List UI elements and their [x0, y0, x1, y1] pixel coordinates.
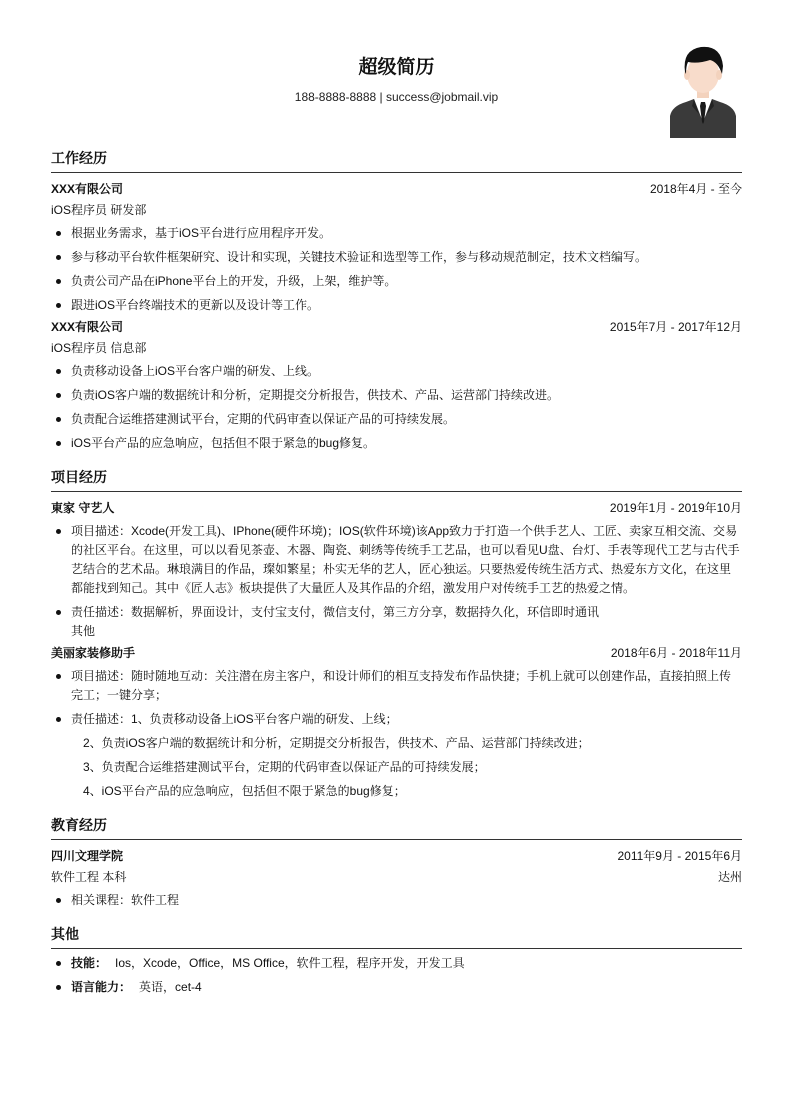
bullet-list: [51, 522, 742, 641]
list-item: 参与移动平台软件框架研究、设计和实现，关键技术验证和选型等工作，参与移动规范制定，技术文档编写。: [51, 248, 742, 267]
resume-name: 超级简历: [358, 57, 435, 78]
list-item: 项目描述：随时随地互动：关注潜在房主客户，和设计师们的相互支持发布作品快捷；手机上就可以创建作品，直接拍照上传完工；一键分享；: [51, 667, 742, 705]
project-name: 美丽家装修助手: [51, 646, 136, 660]
job-role: iOS程序员 研发部: [51, 203, 147, 217]
skills-label: 技能：: [71, 956, 108, 970]
language-text: 英语，cet-4: [139, 980, 202, 994]
section-title-education: 教育经历: [51, 815, 742, 840]
list-item: 负责配合运维搭建测试平台，定期的代码审查以保证产品的可持续发展。: [51, 410, 742, 429]
list-item: 责任描述：1、负责移动设备上iOS平台客户端的研发、上线；: [51, 710, 742, 729]
list-item: 根据业务需求，基于iOS平台进行应用程序开发。: [51, 224, 742, 243]
bullet-list: [51, 954, 742, 997]
date-range: 2018年4月 - 至今: [649, 182, 742, 196]
work-entry: [51, 181, 742, 315]
list-item: 相关课程：软件工程: [51, 891, 742, 910]
responsibility-extra: 其他: [71, 624, 96, 638]
project-name: 東家 守艺人: [51, 501, 115, 515]
list-item: iOS平台产品的应急响应，包括但不限于紧急的bug修复。: [51, 434, 742, 453]
bullet-list: [51, 667, 742, 729]
list-item: 跟进iOS平台终端技术的更新以及设计等工作。: [51, 296, 742, 315]
section-title-projects: 项目经历: [51, 467, 742, 492]
bullet-list: [51, 362, 742, 453]
list-item: [51, 954, 742, 973]
school-name: 四川文理学院: [51, 849, 124, 863]
bullet-list: [51, 224, 742, 315]
school-location: 达州: [717, 870, 742, 884]
list-item: [51, 603, 742, 641]
bullet-list: [51, 891, 742, 910]
company-name: XXX有限公司: [51, 320, 124, 334]
responsibility-line: 3、负责配合运维搭建测试平台，定期的代码审查以保证产品的可持续发展；: [83, 760, 486, 774]
skills-text: Ios，Xcode，Office，MS Office，软件工程，程序开发，开发工具: [115, 956, 465, 970]
section-title-work: 工作经历: [51, 148, 742, 173]
section-title-other: 其他: [51, 924, 742, 949]
list-item: 项目描述：Xcode(开发工具)、IPhone(硬件环境)；IOS(软件环境)该App致力于打造一个供手艺人、工匠、卖家互相交流、交易的社区平台。在这里，可以以看见茶壶、木器、陶瓷、刺绣等传统手工艺品，也可以看见U盘、台灯、手表等现代工艺与古代手艺结合的艺术品。琳琅满目的作品，璨如繁星；朴实无华的艺人，匠心独运。只要热爱传统生活方式、热爱东方文化，在这里都能找到知己。其中《匠人志》板块提供了大量匠人及其作品的介绍，激发用户对传统手工艺的热爱之情。: [51, 522, 742, 598]
work-entry: [51, 319, 742, 453]
project-entry: [51, 500, 742, 641]
date-range: 2019年1月 - 2019年10月: [609, 501, 742, 515]
project-entry: [51, 645, 742, 801]
person-avatar-icon: [668, 44, 738, 138]
job-role: iOS程序员 信息部: [51, 341, 147, 355]
date-range: 2018年6月 - 2018年11月: [610, 646, 742, 660]
resume-header: [51, 0, 742, 145]
date-range: 2015年7月 - 2017年12月: [609, 320, 742, 334]
contact-info: 188-8888-8888 | success@jobmail.vip: [294, 90, 499, 104]
company-name: XXX有限公司: [51, 182, 124, 196]
resume-page: [51, 0, 742, 997]
list-item: 负责移动设备上iOS平台客户端的研发、上线。: [51, 362, 742, 381]
responsibility-line: 4、iOS平台产品的应急响应，包括但不限于紧急的bug修复；: [83, 784, 406, 798]
major-degree: 软件工程 本科: [51, 870, 127, 884]
education-entry: [51, 848, 742, 910]
responsibility-line: 2、负责iOS客户端的数据统计和分析，定期提交分析报告，供技术、产品、运营部门持续改进；: [83, 736, 590, 750]
date-range: 2011年9月 - 2015年6月: [617, 849, 742, 863]
responsibility-text: 责任描述：数据解析，界面设计，支付宝支付，微信支付，第三方分享，数据持久化，环信即时通讯: [71, 605, 600, 619]
language-label: 语言能力：: [71, 980, 132, 994]
list-item: [51, 978, 742, 997]
list-item: 负责iOS客户端的数据统计和分析，定期提交分析报告，供技术、产品、运营部门持续改进。: [51, 386, 742, 405]
list-item: 负责公司产品在iPhone平台上的开发，升级，上架，维护等。: [51, 272, 742, 291]
